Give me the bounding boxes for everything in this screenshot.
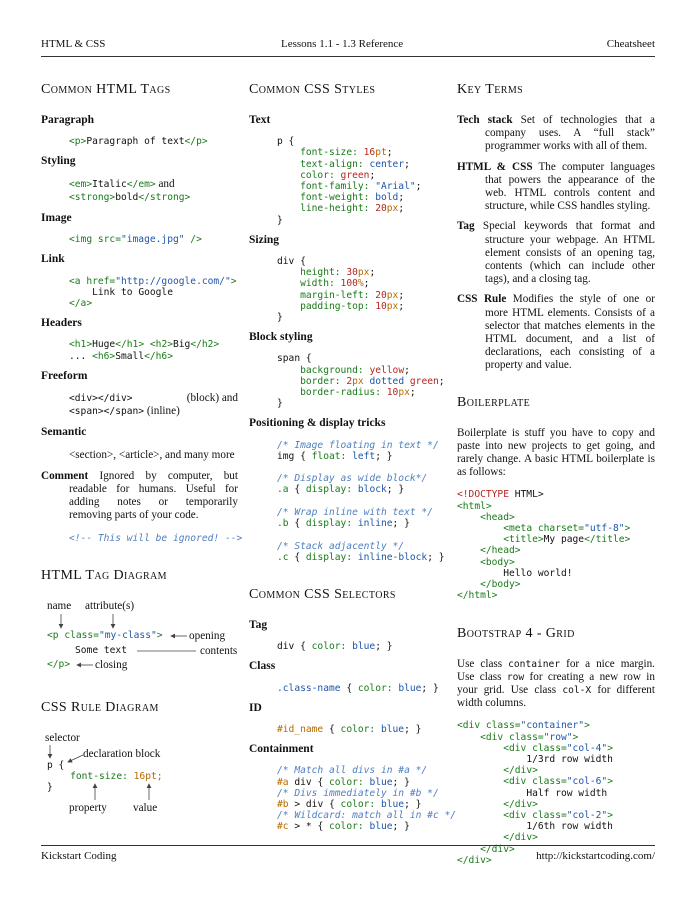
- code-text-styles: p { font-size: 16pt; text-align: center; color: green; font-family: "Arial"; font-weight: bold; line-height: 20px; }: [277, 136, 422, 226]
- diagram-attribute-label: attribute(s): [85, 599, 135, 612]
- section-title-css-selectors: Common CSS Selectors: [249, 586, 396, 602]
- label-headers: Headers: [41, 317, 82, 330]
- header-center: Lessons 1.1 - 1.3 Reference: [281, 38, 404, 50]
- text-bootstrap: Use class container for a nice margin. Use class row for creating a new row in your grid. Use class col-X for different width columns.: [457, 657, 655, 710]
- code-styling: <em>Italic</em> and <strong>bold</strong>: [69, 177, 191, 203]
- section-title-boilerplate: Boilerplate: [457, 394, 531, 410]
- label-sizing: Sizing: [249, 233, 280, 246]
- code-image: <img src="image.jpg" />: [69, 234, 202, 246]
- diagram-close-tag: </p>: [47, 658, 71, 670]
- diagram-name-label: name: [47, 599, 72, 612]
- section-title-html-tags: Common HTML Tags: [41, 82, 171, 97]
- header-rule: [41, 56, 655, 57]
- code-boilerplate: <!DOCTYPE HTML> <html> <head> <meta charset="utf-8"> <title>My page</title> </head> <body> Hello world! </body> </html>: [457, 489, 631, 602]
- diagram-contents: Some text: [75, 644, 127, 656]
- section-title-key-terms: Key Terms: [457, 82, 524, 97]
- column-html-tags: [41, 78, 243, 822]
- code-sizing: div { height: 30px; width: 100%; margin-left: 20px; padding-top: 10px; }: [277, 256, 405, 324]
- label-id: ID: [249, 701, 262, 714]
- footer-right: http://kickstartcoding.com/: [536, 850, 655, 862]
- diagram-declblock-label: declaration block: [83, 747, 161, 760]
- footer-left: Kickstart Coding: [41, 850, 117, 862]
- section-title-css-styles: Common CSS Styles: [249, 82, 376, 97]
- diagram-rule-code: p { font-size: 16pt; }: [47, 759, 163, 794]
- code-headers: <h1>Huge</h1> <h2>Big</h2> ... <h6>Small</h6>: [69, 339, 220, 362]
- label-positioning: Positioning & display tricks: [249, 417, 386, 430]
- diagram-selector-label: selector: [45, 731, 80, 744]
- page-header: [41, 38, 655, 54]
- code-freeform: <div></div> (block) and <span></span> (inline): [69, 392, 238, 418]
- code-containment: /* Match all divs in #a */ #a div { color: blue; } /* Divs immediately in #b */ #b > div { color: blue; } /* Wildcard: match all in #c */ #c > * { color: blue; }: [277, 765, 457, 833]
- comment-term: Comment Ignored by computer, but readable for humans. Useful for adding notes or temporarily removing parts of your code.: [41, 469, 239, 522]
- code-paragraph: <p>Paragraph of text</p>: [69, 136, 208, 148]
- code-block-styling: span { background: yellow; border: 2px dotted green; border-radius: 10px; }: [277, 353, 445, 410]
- label-text: Text: [249, 114, 271, 126]
- diagram-open-tag: <p class="my-class">: [47, 629, 163, 641]
- code-bootstrap: <div class="container"> <div class="row"> <div class="col-4"> 1/3rd row width </div> <div class="col-6"> Half row width </div> <div class="col-2"> 1/6th row width </div> </div> </div>: [457, 720, 613, 866]
- label-class: Class: [249, 660, 276, 673]
- html-tag-diagram: [41, 600, 238, 670]
- label-tag: Tag: [249, 618, 268, 631]
- term-tag: Tag Special keywords that format and structure your webpage. An HTML element consists of an opening tag, contents (which can include other tags), and a closing tag.: [457, 220, 656, 286]
- label-semantic: Semantic: [41, 426, 87, 439]
- code-link: <a href="http://google.com/"> Link to Google </a>: [69, 275, 237, 310]
- text-semantic: <section>, <article>, and many more: [69, 448, 235, 461]
- term-tech-stack: Tech stack Set of technologies that a company uses. A “full stack” programmer works with all of them.: [457, 114, 655, 153]
- section-title-tag-diagram: HTML Tag Diagram: [41, 567, 167, 583]
- css-rule-diagram: [41, 732, 238, 822]
- section-title-bootstrap: Bootstrap 4 - Grid: [457, 625, 575, 641]
- header-left: HTML & CSS: [41, 38, 106, 50]
- code-tag-selector: div { color: blue; }: [277, 641, 393, 653]
- text-boilerplate: Boilerplate is stuff you have to copy and paste into new projects to get going, and rarely change. A basic HTML boilerplate is as follows:: [457, 426, 655, 479]
- term-css-rule: CSS Rule Modifies the style of one or more HTML elements. Consists of a selector that matches elements in the HTML document, and a list of declarations, each consisting of a property and value.: [457, 293, 655, 372]
- diagram-property-label: property: [69, 801, 107, 814]
- header-right: Cheatsheet: [606, 38, 655, 50]
- section-title-rule-diagram: CSS Rule Diagram: [41, 699, 159, 715]
- label-paragraph: Paragraph: [41, 114, 95, 126]
- column-key-terms: [457, 78, 655, 866]
- code-positioning: /* Image floating in text */ img { float: left; } /* Display as wide block*/ .a { display: block; } /* Wrap inline with text */ .b { display: inline; } /* Stack adjacently */ .c { display: inline-block; }: [277, 439, 445, 563]
- diagram-value-label: value: [133, 801, 158, 814]
- code-comment: <!-- This will be ignored! -->: [69, 532, 243, 544]
- label-freeform: Freeform: [41, 369, 88, 382]
- code-class-selector: .class-name { color: blue; }: [277, 682, 439, 694]
- diagram-contents-label: contents: [200, 644, 238, 657]
- label-block-styling: Block styling: [249, 331, 313, 344]
- label-containment: Containment: [249, 743, 314, 756]
- footer-rule: [41, 845, 655, 846]
- code-id-selector: #id_name { color: blue; }: [277, 723, 422, 735]
- column-css-styles: [249, 78, 457, 833]
- label-link: Link: [41, 253, 65, 266]
- label-image: Image: [41, 212, 72, 225]
- term-html-css: HTML & CSS The computer languages that powers the appearance of the web. HTML controls content and structure, while CSS handles styling.: [457, 160, 655, 213]
- diagram-opening-label: opening: [189, 629, 226, 642]
- diagram-closing-label: closing: [95, 658, 128, 671]
- label-styling: Styling: [41, 155, 76, 168]
